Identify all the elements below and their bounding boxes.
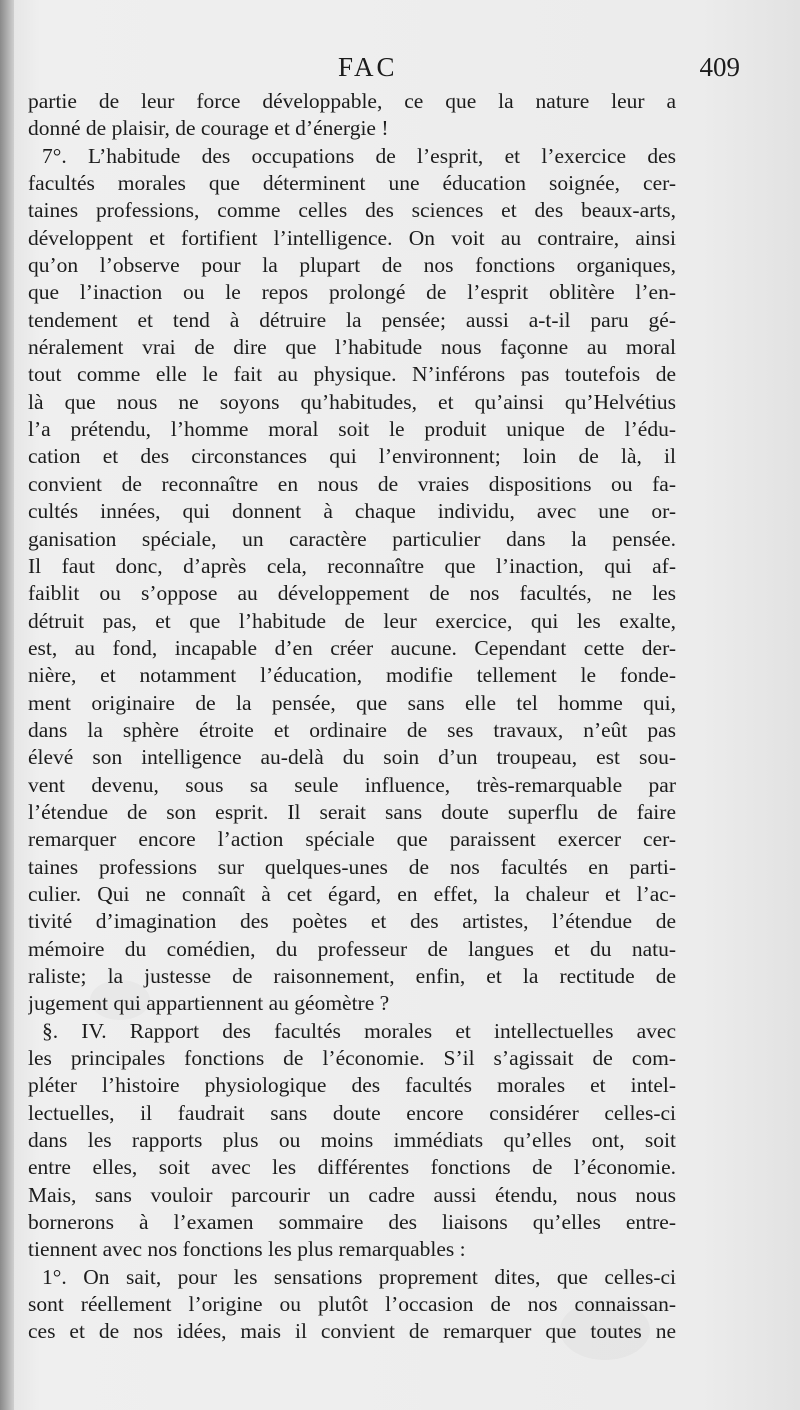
text-line: détruit pas, et que l’habitude de leur exercice, qui les exalte,	[28, 608, 676, 633]
text-line: donné de plaisir, de courage et d’énergie !	[28, 116, 389, 141]
text-line: néralement vrai de dire que l’habitude nous façonne au moral	[28, 335, 676, 360]
text-line: que l’inaction ou le repos prolongé de l’esprit oblitère l’en-	[28, 280, 676, 305]
text-line: tiennent avec nos fonctions les plus remarquables :	[28, 1237, 466, 1262]
text-line: lectuelles, il faudrait sans doute encore considérer celles-ci	[28, 1100, 676, 1125]
text-line: faiblit ou s’oppose au développement de nos facultés, ne les	[28, 581, 676, 606]
text-line: tivité d’imagination des poètes et des artistes, l’étendue de	[28, 909, 676, 934]
running-head-title: FAC	[338, 52, 398, 82]
text-line: tout comme elle le fait au physique. N’inférons pas toutefois de	[28, 362, 676, 387]
text-line: dans la sphère étroite et ordinaire de ses travaux, n’eût pas	[28, 717, 676, 742]
text-line: tendement et tend à détruire la pensée; aussi a-t-il paru gé-	[28, 307, 676, 332]
text-line: facultés morales que déterminent une éducation soignée, cer-	[28, 171, 676, 196]
text-line: nière, et notamment l’éducation, modifie tellement le fonde-	[28, 663, 676, 688]
text-line: Mais, sans vouloir parcourir un cadre aussi étendu, nous nous	[28, 1182, 676, 1207]
text-line: raliste; la justesse de raisonnement, enfin, et la rectitude de	[28, 964, 676, 988]
text-line: 7°. L’habitude des occupations de l’esprit, et l’exercice des	[42, 143, 676, 168]
text-line: cultés innées, qui donnent à chaque individu, avec une or-	[28, 499, 676, 524]
text-line: qu’on l’observe pour la plupart de nos fonctions organiques,	[28, 253, 676, 278]
text-line: cation et des circonstances qui l’environnent; loin de là, il	[28, 444, 676, 469]
text-line: dans les rapports plus ou moins immédiats qu’elles ont, soit	[28, 1128, 676, 1153]
text-line: est, au fond, incapable d’en créer aucune. Cependant cette der-	[28, 635, 676, 660]
text-line: l’étendue de son esprit. Il serait sans doute superflu de faire	[28, 799, 676, 824]
text-line: jugement qui appartiennent au géomètre ?	[28, 991, 390, 1016]
text-line: élevé son intelligence au-delà du soin d’un troupeau, est sou-	[28, 745, 676, 770]
text-line: l’a prétendu, l’homme moral soit le produit unique de l’édu-	[28, 417, 676, 442]
text-line: développent et fortifient l’intelligence. On voit au contraire, ainsi	[28, 225, 676, 250]
text-line: entre elles, soit avec les différentes fonctions de l’économie.	[28, 1155, 676, 1180]
running-head	[20, 52, 740, 92]
text-line: vent devenu, sous sa seule influence, très-remarquable par	[28, 772, 676, 797]
body-text	[28, 88, 676, 1346]
text-line: ganisation spéciale, un caractère particulier dans la pensée.	[28, 526, 676, 551]
page-gutter-shadow	[0, 0, 14, 1410]
text-line: partie de leur force développable, ce que la nature leur a	[28, 89, 676, 113]
text-line: remarquer encore l’action spéciale que paraissent exercer cer-	[28, 827, 676, 852]
text-line: bornerons à l’examen sommaire des liaisons qu’elles entre-	[28, 1210, 676, 1235]
text-line: sont réellement l’origine ou plutôt l’occasion de nos connaissan-	[28, 1292, 676, 1317]
text-line: 1°. On sait, pour les sensations proprement dites, que celles-ci	[42, 1264, 676, 1289]
text-line: ces et de nos idées, mais il convient de remarquer que toutes ne	[28, 1319, 676, 1344]
text-line: pléter l’histoire physiologique des facultés morales et intel-	[28, 1073, 676, 1098]
page-number: 409	[699, 52, 740, 82]
section-heading-line: §. IV. Rapport des facultés morales et intellectuelles avec	[42, 1018, 676, 1043]
text-line: taines professions sur quelques-unes de nos facultés en parti-	[28, 854, 676, 879]
text-line: mémoire du comédien, du professeur de langues et du natu-	[28, 936, 676, 961]
text-line: taines professions, comme celles des sciences et des beaux-arts,	[28, 198, 676, 223]
text-line: ment originaire de la pensée, que sans elle tel homme qui,	[28, 690, 676, 715]
text-line: convient de reconnaître en nous de vraies dispositions ou fa-	[28, 471, 676, 496]
text-line: Il faut donc, d’après cela, reconnaître que l’inaction, qui af-	[28, 553, 676, 578]
text-line: là que nous ne soyons qu’habitudes, et qu’ainsi qu’Helvétius	[28, 389, 676, 414]
text-line: culier. Qui ne connaît à cet égard, en effet, la chaleur et l’ac-	[28, 881, 676, 906]
text-line: les principales fonctions de l’économie. S’il s’agissait de com-	[28, 1046, 676, 1071]
